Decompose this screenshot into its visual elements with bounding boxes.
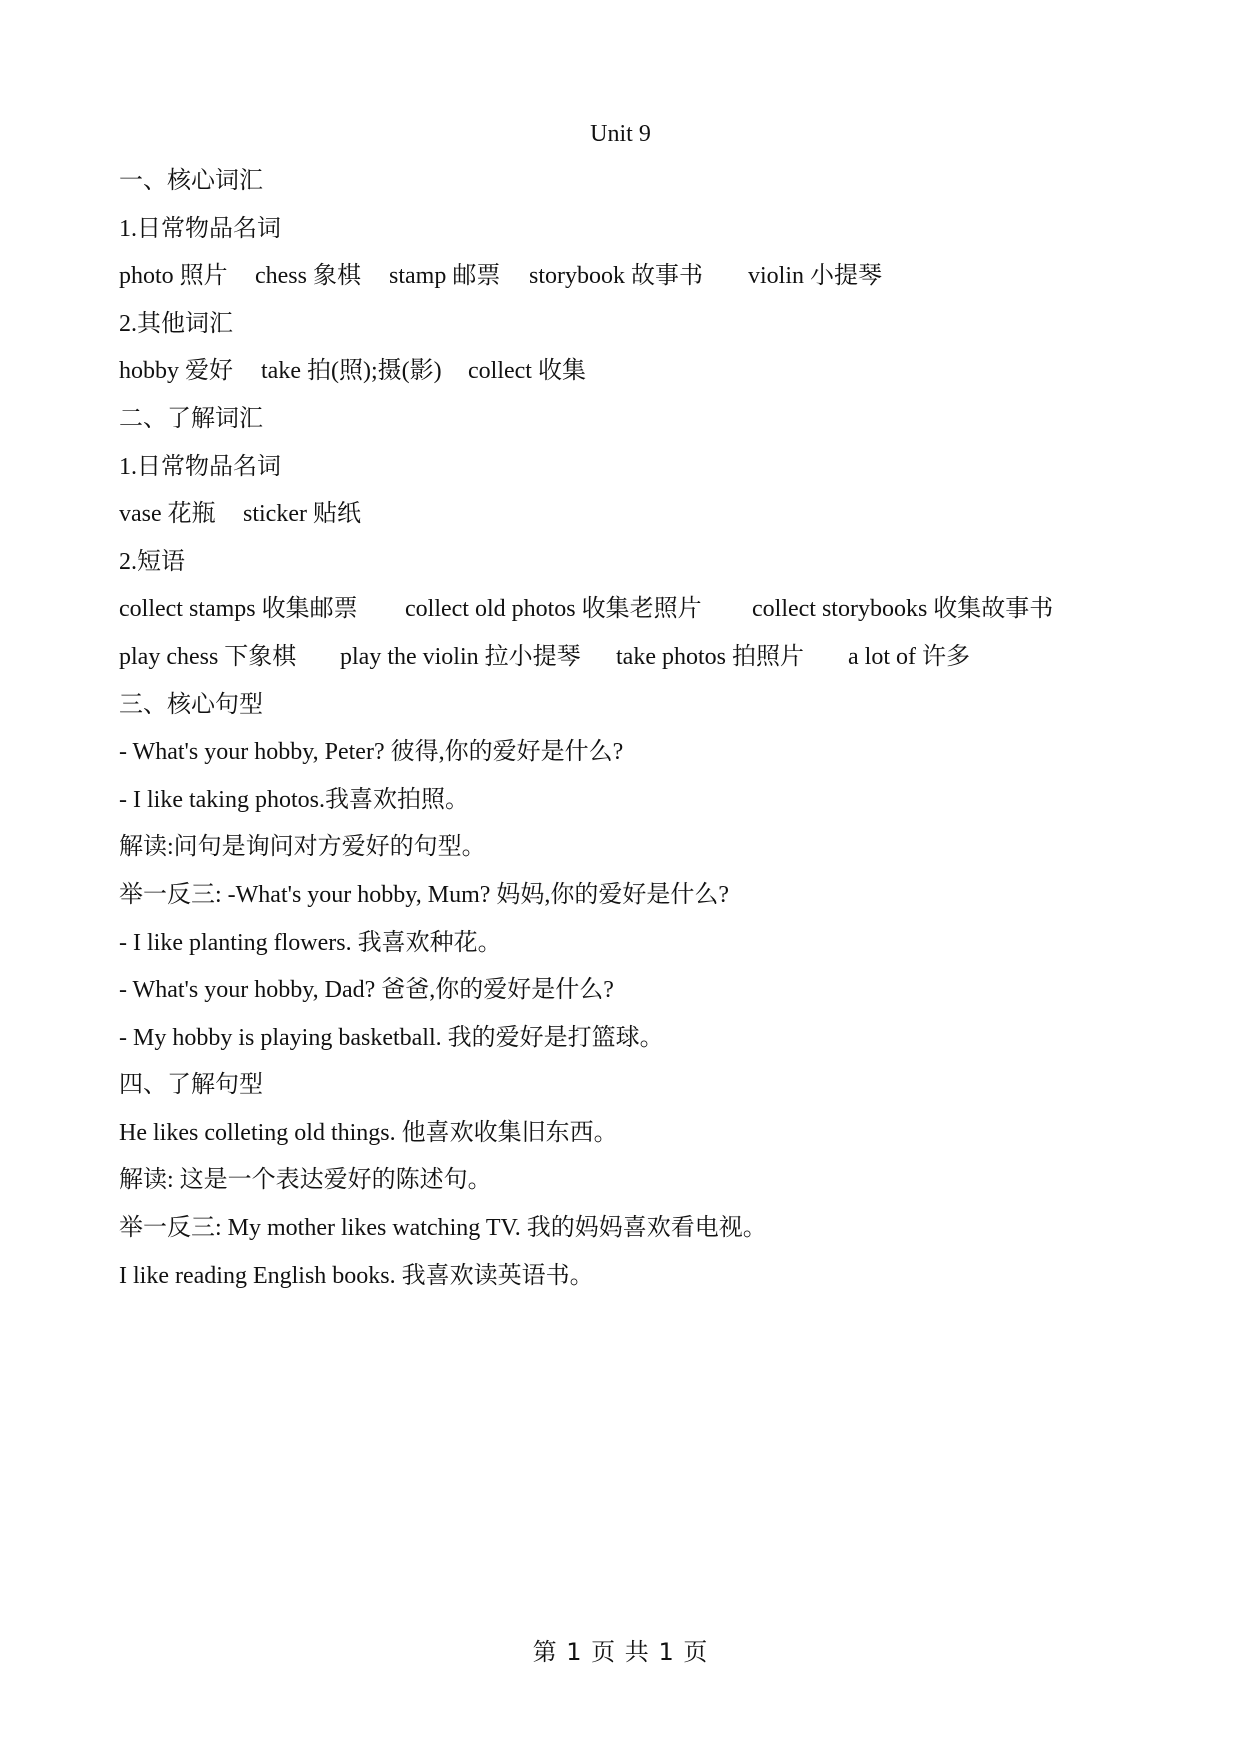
vocab-item: collect 收集 [468, 358, 586, 385]
sentence-explanation: 解读:问句是询问对方爱好的句型。 [119, 834, 486, 861]
vocab-row-other [119, 355, 1129, 387]
subheading-daily-nouns-2: 1.日常物品名词 [119, 453, 281, 480]
sentence-line: He likes colleting old things. 他喜欢收集旧东西。 [119, 1119, 618, 1146]
subheading-phrases: 2.短语 [119, 548, 185, 575]
sentence-line: I like reading English books. 我喜欢读英语书。 [119, 1262, 594, 1289]
subheading-daily-nouns: 1.日常物品名词 [119, 215, 281, 242]
vocab-item: vase 花瓶 [119, 501, 216, 528]
vocab-item: take 拍(照);摄(影) [261, 358, 442, 385]
sentence-line: 举一反三: My mother likes watching TV. 我的妈妈喜欢看电视。 [119, 1215, 767, 1242]
vocab-item: hobby 爱好 [119, 358, 233, 385]
phrase-item: take photos 拍照片 [616, 643, 804, 670]
section-heading-core-sentences: 三、核心句型 [119, 691, 263, 718]
document-body [119, 165, 1129, 1307]
vocab-item: violin 小提琴 [748, 263, 883, 290]
vocab-row-daily-nouns [119, 260, 1129, 292]
sentence-line: - I like taking photos.我喜欢拍照。 [119, 786, 469, 813]
page-footer: 第 1 页 共 1 页 [532, 1638, 709, 1666]
sentence-line: - My hobby is playing basketball. 我的爱好是打篮球。 [119, 1024, 664, 1051]
section-heading-known-vocab: 二、了解词汇 [119, 405, 263, 432]
phrase-item: a lot of 许多 [848, 643, 970, 670]
phrase-item: collect storybooks 收集故事书 [752, 596, 1054, 623]
phrase-row-1 [119, 593, 1129, 625]
vocab-item: photo 照片 [119, 263, 228, 290]
phrase-item: play the violin 拉小提琴 [340, 643, 581, 670]
phrase-item: collect old photos 收集老照片 [405, 596, 702, 623]
section-heading-core-vocab: 一、核心词汇 [119, 168, 263, 194]
sentence-line: - I like planting flowers. 我喜欢种花。 [119, 929, 502, 956]
phrase-item: collect stamps 收集邮票 [119, 596, 358, 623]
sentence-explanation: 解读: 这是一个表达爱好的陈述句。 [119, 1167, 492, 1194]
subheading-other-vocab: 2.其他词汇 [119, 310, 233, 337]
vocab-item: storybook 故事书 [529, 263, 703, 290]
vocab-item: stamp 邮票 [389, 263, 501, 290]
phrase-row-2 [119, 641, 1129, 673]
sentence-line: 举一反三: -What's your hobby, Mum? 妈妈,你的爱好是什么? [119, 881, 730, 908]
sentence-line: - What's your hobby, Dad? 爸爸,你的爱好是什么? [119, 977, 614, 1004]
phrase-item: play chess 下象棋 [119, 643, 297, 670]
vocab-row-known-nouns [119, 498, 1129, 530]
page-title: Unit 9 [590, 121, 651, 147]
section-heading-known-sentences: 四、了解句型 [119, 1072, 263, 1099]
vocab-item: chess 象棋 [255, 263, 361, 290]
sentence-line: - What's your hobby, Peter? 彼得,你的爱好是什么? [119, 739, 624, 766]
vocab-item: sticker 贴纸 [243, 501, 361, 528]
